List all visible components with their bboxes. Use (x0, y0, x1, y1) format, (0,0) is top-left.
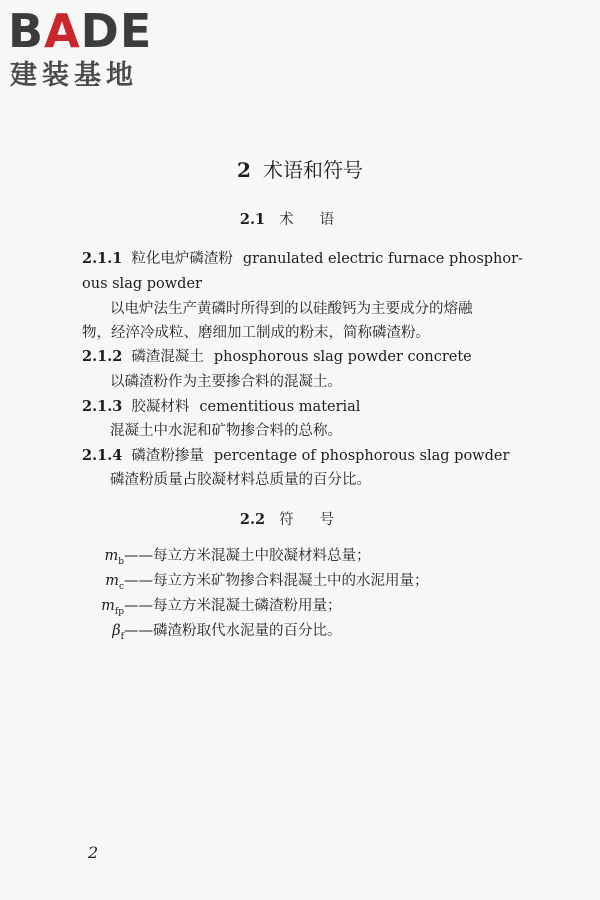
symbol-mc: $m_c——$每立方米矿物掺合料混凝土中的水泥用量； (105, 573, 429, 592)
section-heading-terms: 2.1 术语 (239, 211, 361, 228)
clause-2-1-4: 2.1.4 磷渣粉掺量 percentage of phosphorous slag powder (82, 447, 510, 464)
bade-logo (8, 6, 178, 96)
page-number: 2 (88, 843, 99, 862)
definition-2-1-4: 磷渣粉质量占胶凝材料总质量的百分比。 (110, 472, 371, 488)
clause-2-1-1: 2.1.1 粒化电炉磷渣粉 granulated electric furnace phosphor- (82, 250, 523, 267)
chapter-heading: 2 术语和符号 (237, 158, 363, 182)
definition-2-1-1-line1: 以电炉法生产黄磷时所得到的以硅酸钙为主要成分的熔融 (110, 301, 473, 317)
clause-2-1-1-en-cont: ous slag powder (82, 276, 202, 292)
clause-2-1-2: 2.1.2 磷渣混凝土 phosphorous slag powder concrete (82, 348, 472, 365)
symbol-mfp: $m_{fp}——$每立方米混凝土磷渣粉用量； (101, 598, 342, 617)
definition-2-1-3: 混凝土中水泥和矿物掺合料的总称。 (110, 423, 342, 439)
definition-2-1-1-line2: 物，经淬冷成粒、磨细加工制成的粉末，简称磷渣粉。 (82, 325, 430, 341)
symbol-mb: $m_b——$每立方米混凝土中胶凝材料总量； (104, 548, 371, 567)
logo-subtitle: 建装基地 (10, 60, 138, 91)
clause-2-1-3: 2.1.3 胶凝材料 cementitious material (82, 398, 361, 415)
symbol-beta-f: $\beta_f——$磷渣粉取代水泥量的百分比。 (112, 623, 342, 642)
definition-2-1-2: 以磷渣粉作为主要掺合料的混凝土。 (110, 374, 342, 390)
logo-wordmark: BADE (8, 4, 153, 58)
section-heading-symbols: 2.2 符号 (239, 511, 361, 528)
